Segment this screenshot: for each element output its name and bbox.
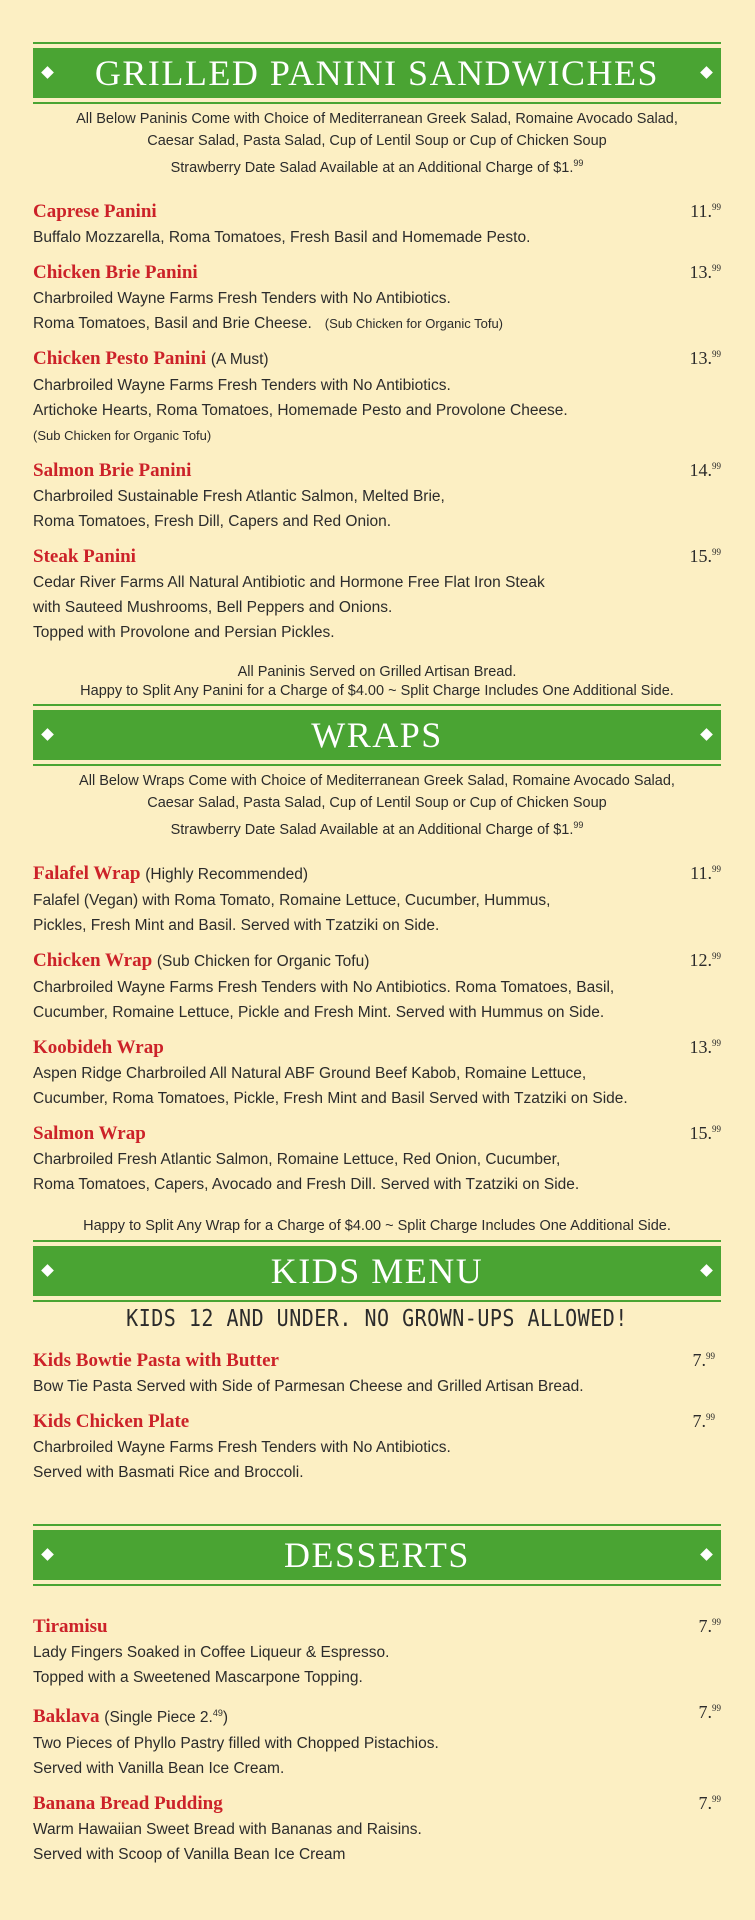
menu-item xyxy=(33,1791,721,1867)
item-price: 11.99 xyxy=(690,200,721,221)
item-name: Baklava (Single Piece 2.49) xyxy=(33,1706,229,1728)
item-name: Koobideh Wrap xyxy=(33,1036,164,1058)
item-price: 7.99 xyxy=(698,1616,721,1636)
item-price: 15.99 xyxy=(689,1122,721,1143)
menu-item xyxy=(33,199,721,250)
item-name: Caprese Panini xyxy=(33,200,157,222)
menu-item xyxy=(33,948,721,1025)
item-price: 14.99 xyxy=(689,459,721,480)
item-name: Tiramisu xyxy=(33,1616,108,1637)
item-name: Kids Chicken Plate xyxy=(33,1411,190,1432)
item-description: Charbroiled Wayne Farms Fresh Tenders with No Antibiotics. Artichoke Hearts, Roma Tomatoes, Homemade Pesto and Provolone Cheese. (Sub Chicken for Organic Tofu) xyxy=(33,376,568,443)
panini-intro: All Below Paninis Come with Choice of Mediterranean Greek Salad, Romaine Avocado Salad, Caesar Salad, Pasta Salad, Cup of Lentil Soup or Cup of Chicken Soup Strawberry Date Salad Available at an Additional Charge of $1.99 xyxy=(76,111,678,176)
wraps-section xyxy=(33,704,721,1236)
item-price: 13.99 xyxy=(689,261,721,282)
menu-item xyxy=(33,1035,721,1111)
panini-banner xyxy=(33,48,721,98)
menu-item xyxy=(33,1409,721,1485)
item-description: Two Pieces of Phyllo Pastry filled with Chopped Pistachios. Served with Vanilla Bean Ice Cream. xyxy=(33,1735,439,1778)
item-price: 15.99 xyxy=(689,545,721,566)
item-name: Salmon Wrap xyxy=(33,1122,146,1144)
item-description: Aspen Ridge Charbroiled All Natural ABF Ground Beef Kabob, Romaine Lettuce, Cucumber, Roma Tomatoes, Pickle, Fresh Mint and Basil Served with Tzatziki on Side. xyxy=(33,1064,628,1107)
kids-section xyxy=(33,1240,721,1495)
menu-item xyxy=(33,346,721,448)
menu-item xyxy=(33,1614,721,1690)
desserts-section xyxy=(33,1524,721,1877)
item-description: Charbroiled Fresh Atlantic Salmon, Romaine Lettuce, Red Onion, Cucumber, Roma Tomatoes, Capers, Avocado and Fresh Dill. Served with Tzatziki on Side. xyxy=(33,1150,580,1193)
item-price: 12.99 xyxy=(689,949,721,970)
menu-item xyxy=(33,458,721,534)
item-name: Steak Panini xyxy=(33,545,136,567)
item-description: Cedar River Farms All Natural Antibiotic and Hormone Free Flat Iron Steak with Sauteed Mushrooms, Bell Peppers and Onions. Topped with Provolone and Persian Pickles. xyxy=(33,573,545,641)
item-price: 13.99 xyxy=(689,347,721,368)
panini-section xyxy=(33,42,721,701)
menu-item xyxy=(33,861,721,938)
desserts-title: DESSERTS xyxy=(284,1535,470,1575)
item-name: Chicken Wrap (Sub Chicken for Organic Tofu) xyxy=(33,949,370,971)
menu-item xyxy=(33,1700,721,1781)
item-name: Banana Bread Pudding xyxy=(33,1793,223,1815)
panini-notes: All Paninis Served on Grilled Artisan Bread. Happy to Split Any Panini for a Charge of $4.00 ~ Split Charge Includes One Additional Side. xyxy=(80,663,674,699)
kids-subtitle: KIDS 12 AND UNDER. NO GROWN-UPS ALLOWED! xyxy=(126,1304,628,1332)
item-description: Charbroiled Wayne Farms Fresh Tenders with No Antibiotics. Served with Basmati Rice and Broccoli. xyxy=(33,1439,451,1481)
item-price: 13.99 xyxy=(689,1036,721,1057)
item-description: Falafel (Vegan) with Roma Tomato, Romaine Lettuce, Cucumber, Hummus, Pickles, Fresh Mint and Basil. Served with Tzatziki on Side. xyxy=(33,891,551,934)
wraps-title: WRAPS xyxy=(311,715,443,755)
item-description: Charbroiled Wayne Farms Fresh Tenders with No Antibiotics. Roma Tomatoes, Basil and Brie Cheese. (Sub Chicken for Organic Tofu) xyxy=(33,289,504,332)
item-description: Buffalo Mozzarella, Roma Tomatoes, Fresh Basil and Homemade Pesto. xyxy=(33,228,531,246)
item-description: Warm Hawaiian Sweet Bread with Bananas and Raisins. Served with Scoop of Vanilla Bean Ice Cream xyxy=(33,1821,422,1864)
desserts-banner xyxy=(33,1530,721,1580)
item-name: Kids Bowtie Pasta with Butter xyxy=(33,1350,279,1371)
item-price: 11.99 xyxy=(690,862,721,883)
item-name: Salmon Brie Panini xyxy=(33,459,192,481)
item-description: Lady Fingers Soaked in Coffee Liqueur & Espresso. Topped with a Sweetened Mascarpone Topping. xyxy=(33,1644,390,1686)
item-price: 7.99 xyxy=(698,1793,721,1814)
menu-item xyxy=(33,1348,721,1399)
item-price: 7.99 xyxy=(692,1411,715,1431)
menu-item xyxy=(33,1121,721,1197)
item-name: Falafel Wrap (Highly Recommended) xyxy=(33,862,309,884)
item-name: Chicken Brie Panini xyxy=(33,261,198,283)
item-price: 7.99 xyxy=(698,1702,721,1722)
menu-item xyxy=(33,260,721,336)
wraps-banner xyxy=(33,710,721,760)
item-price: 7.99 xyxy=(692,1350,715,1370)
item-description: Charbroiled Wayne Farms Fresh Tenders with No Antibiotics. Roma Tomatoes, Basil, Cucumber, Romaine Lettuce, Pickle and Fresh Mint. Served with Hummus on Side. xyxy=(33,978,615,1021)
kids-title: KIDS MENU xyxy=(270,1251,484,1291)
wraps-note: Happy to Split Any Wrap for a Charge of $4.00 ~ Split Charge Includes One Additional Side. xyxy=(83,1217,671,1234)
panini-title: GRILLED PANINI SANDWICHES xyxy=(94,53,660,93)
item-name: Chicken Pesto Panini (A Must) xyxy=(33,347,269,369)
kids-banner xyxy=(33,1246,721,1296)
menu-item xyxy=(33,544,721,645)
item-description: Charbroiled Sustainable Fresh Atlantic Salmon, Melted Brie, Roma Tomatoes, Fresh Dill, Capers and Red Onion. xyxy=(33,487,445,530)
item-description: Bow Tie Pasta Served with Side of Parmesan Cheese and Grilled Artisan Bread. xyxy=(33,1378,584,1395)
wraps-intro: All Below Wraps Come with Choice of Mediterranean Greek Salad, Romaine Avocado Salad, Caesar Salad, Pasta Salad, Cup of Lentil Soup or Cup of Chicken Soup Strawberry Date Salad Available at an Additional Charge of $1.99 xyxy=(79,773,675,838)
